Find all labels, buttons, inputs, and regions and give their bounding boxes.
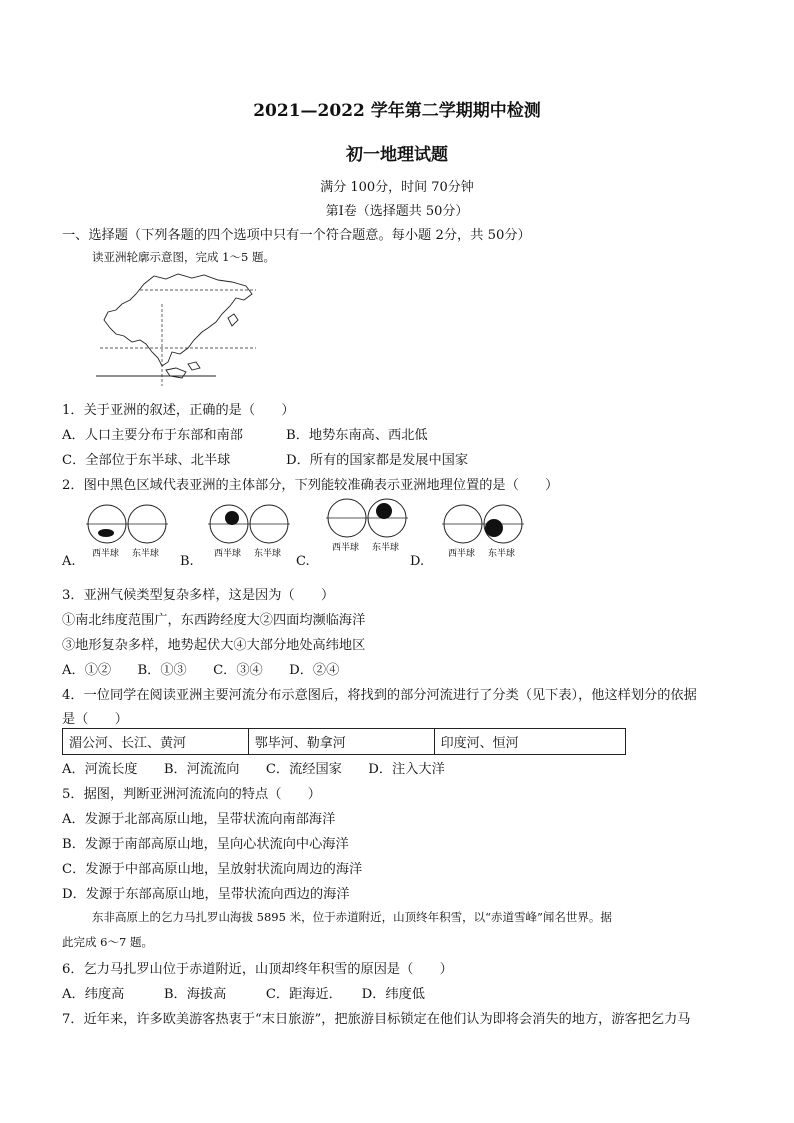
exam-subtitle: 初一地理试题 xyxy=(346,145,448,165)
q6-options: A．纬度高 B．海拔高 C．距海近． D．纬度低 xyxy=(62,987,425,1002)
exam-info: 满分 100分，时间 70分钟 xyxy=(320,180,474,195)
q6-stem: 6．乞力马扎罗山位于赤道附近，山顶却终年积雪的原因是（ ） xyxy=(62,962,453,977)
q1-option-a: A．人口主要分布于东部和南部 xyxy=(62,428,243,443)
q4-stem-line1: 4．一位同学在阅读亚洲主要河流分布示意图后，将找到的部分河流进行了分类（见下表），他这样划分的依据 xyxy=(62,688,697,703)
table-cell: 鄂毕河、勒拿河 xyxy=(248,729,434,755)
q2-letter-d: D. xyxy=(410,554,425,569)
q2-b-west-label: 西半球 xyxy=(214,549,242,559)
q2-b-east-label: 东半球 xyxy=(254,549,282,559)
q3-stem: 3．亚洲气候类型复杂多样，这是因为（ ） xyxy=(62,588,335,603)
q3-options: A．①② B．①③ C．③④ D．②④ xyxy=(62,663,340,678)
q2-stem: 2．图中黑色区域代表亚洲的主体部分，下列能较准确表示亚洲地理位置的是（ ） xyxy=(62,478,559,493)
q5-stem: 5．据图，判断亚洲河流流向的特点（ ） xyxy=(62,787,321,802)
table-row xyxy=(63,729,626,755)
q4-options: A．河流长度 B．河流流向 C．流经国家 D．注入大洋 xyxy=(62,762,445,777)
q2-letter-c: C. xyxy=(296,554,310,569)
q2-option-b-figure xyxy=(206,504,296,560)
q1-stem: 1．关于亚洲的叙述，正确的是（ ） xyxy=(62,403,295,418)
passage-line1: 东非高原上的乞力马扎罗山海拔 5895 米，位于赤道附近，山顶终年积雪，以“赤道雪峰”闻名世界。据 xyxy=(92,910,612,924)
q2-letter-a: A. xyxy=(62,554,76,569)
q5-option-a: A．发源于北部高原山地，呈带状流向南部海洋 xyxy=(62,812,336,827)
q2-option-a-figure xyxy=(84,504,174,560)
q3-item-line1: ①南北纬度范围广，东西跨经度大②四面均濒临海洋 xyxy=(62,613,366,628)
asia-outline-map xyxy=(96,270,258,390)
q2-d-west-label: 西半球 xyxy=(448,549,476,559)
q2-a-west-label: 西半球 xyxy=(92,549,120,559)
section1-heading: 一、选择题（下列各题的四个选项中只有一个符合题意。每小题 2分，共 50分） xyxy=(62,228,531,243)
q2-a-east-label: 东半球 xyxy=(132,549,160,559)
q2-option-d-figure xyxy=(440,504,530,560)
q5-option-c: C．发源于中部高原山地，呈放射状流向周边的海洋 xyxy=(62,862,363,877)
q1-option-b: B．地势东南高、西北低 xyxy=(286,428,428,443)
table-cell: 湄公河、长江、黄河 xyxy=(63,729,249,755)
q2-d-east-label: 东半球 xyxy=(488,549,516,559)
volume-label: 第Ⅰ卷（选择题共 50分） xyxy=(325,204,469,219)
passage-line2: 此完成 6～7 题。 xyxy=(62,935,153,949)
q3-item-line2: ③地形复杂多样，地势起伏大④大部分地处高纬地区 xyxy=(62,638,366,653)
q2-c-east-label: 东半球 xyxy=(372,543,400,553)
section1-intro: 读亚洲轮廓示意图，完成 1～5 题。 xyxy=(92,250,275,264)
q1-option-c: C．全部位于东半球、北半球 xyxy=(62,453,231,468)
q5-option-b: B．发源于南部高原山地，呈向心状流向中心海洋 xyxy=(62,837,349,852)
river-classification-table xyxy=(62,728,626,755)
q1-option-d: D．所有的国家都是发展中国家 xyxy=(286,453,469,468)
q7-stem: 7．近年来，许多欧美游客热衷于“末日旅游”，把旅游目标锁定在他们认为即将会消失的地方，游客把乞力马 xyxy=(62,1012,691,1027)
q2-option-c-figure xyxy=(324,498,414,554)
q5-option-d: D．发源于东部高原山地，呈带状流向西边的海洋 xyxy=(62,887,350,902)
q2-c-west-label: 西半球 xyxy=(332,543,360,553)
exam-title: 2021—2022 学年第二学期期中检测 xyxy=(253,101,541,121)
q2-letter-b: B. xyxy=(180,554,194,569)
q4-stem-line2: 是（ ） xyxy=(62,712,128,727)
table-cell: 印度河、恒河 xyxy=(434,729,625,755)
